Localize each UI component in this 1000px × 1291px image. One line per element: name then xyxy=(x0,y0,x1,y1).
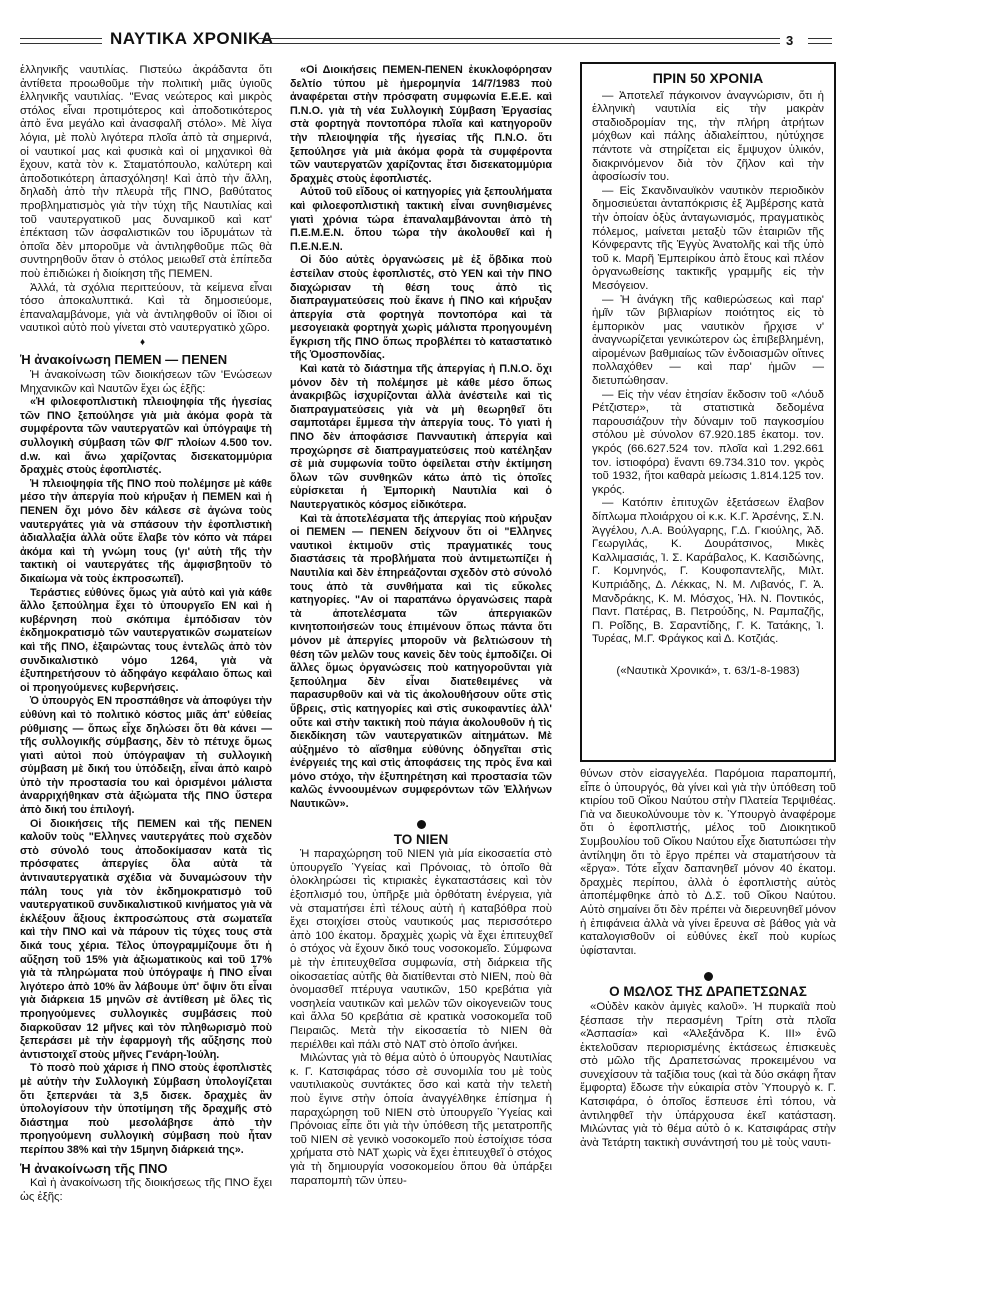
quoted-paragraph: «Οἱ Διοικήσεις ΠΕΜΕΝ-ΠΕΝΕΝ ἐκυκλοφόρησαν δελτίο τύπου μὲ ἡμερομηνία 14/7/1983 ποὺ ἀναφέρεται στὴν πρόσφατη συμφωνία Ε.Ε.Ε. καὶ Π.Ν.Ο. γιὰ τὴ νέα Συλλογικὴ Σύμβαση Ἐργασίας στὰ φορτηγὰ ποντοπόρα πλοῖα καὶ κατηγοροῦν τὴν πλειοψηφία τῆς ἡγεσίας τῆς Π.Ν.Ο. ὅτι ξεπούλησε γιὰ μιὰ ἀκόμα φορὰ τὰ συμφέροντα τῶν ναυτεργατῶν χαρίζοντας ἔτσι δισεκατομμύρια δραχμὲς στοὺς ἐφοπλιστές. xyxy=(290,64,552,185)
article-paragraph: Ἀλλά, τὰ σχόλια περιττεύουν, τὰ κείμενα εἶναι τόσο ἀποκαλυπτικά. Καὶ τὰ δημοσιεύομε, ἐπαναλαμβάνομε, γιὰ νὰ ἀντιληφθοῦν οἱ ἴδιοι οἱ ναυτικοὶ αὐτὸ ποὺ γίνεται στὸ ναυτεργατικὸ χῶρο. xyxy=(20,281,272,335)
box-paragraph: — Ἡ ἀνάγκη τῆς καθιερώσεως καὶ παρ' ἡμῖν τῶν βιβλιαρίων ποιότητος εἰς τὸ ἐμπορικὸν μας ναυτικὸν ἤρχισε ν' ἀναγνωρίζεται γενικώτερον ὡς ἐπιβεβλημένη, αἰρομένων βαθμιαίως τῶν ἐνδοιασμῶν οἵτινες πολλαχόθεν — καὶ παρ' ἡμῶν — διετυπώθησαν. xyxy=(592,293,824,388)
subheading-pemen-penen: Ἡ ἀνακοίνωση ΠΕΜΕΝ — ΠΕΝΕΝ xyxy=(20,352,228,368)
quoted-paragraph: Αὐτοῦ τοῦ εἴδους οἱ κατηγορίες γιὰ ξεπουλήματα καὶ φιλοεφοπλιστικὴ τακτικὴ εἶναι συνηθισμένες γιατὶ χρόνια τώρα ἐπαναλαμβάνονται ἀπὸ τὴ Π.Ε.Μ.Ε.Ν. ὅπου τώρα τὴν ἀκολουθεῖ καὶ ἡ Π.Ε.Ν.Ε.Ν. xyxy=(290,186,552,253)
quoted-paragraph: «Ἡ φιλοεφοπλιστικὴ πλειοψηφία τῆς ἡγεσίας τῶν ΠΝΟ ξεπούλησε γιὰ μιὰ ἀκόμα φορὰ τὰ συμφέροντα τῶν ναυτεργατῶν καὶ ὑπόγραψε τὴ συλλογικὴ σύμβαση τῶν Φ/Γ πλοίων 4.500 τον. d.w. καὶ ἄνω χαρίζοντας δισεκατομμύρια δραχμὲς στοὺς ἐφοπλιστές. xyxy=(20,396,272,477)
subheading-pno: Ἡ ἀνακοίνωση τῆς ΠΝΟ xyxy=(20,1160,168,1176)
quoted-paragraph: Τὸ ποσὸ ποὺ χάρισε ἡ ΠΝΟ στοὺς ἐφοπλιστὲς μὲ αὐτὴν τὴν Συλλογικὴ Σύμβαση ὑπολογίζεται ὅτι ξεπερνάει τὰ 3,5 δισεκ. δραχμὲς ἂν ὑπολογίσουν τὴν ὑποτίμηση τῆς δραχμῆς στὸ διάστημα ποὺ μεσολάβησε ἀπὸ τὴν προηγούμενη συλλογικὴ σύμβαση ποὺ ἦταν περίπου 38% καὶ τὴν 15μηνη διάρκειά της». xyxy=(20,1062,272,1156)
headline-nien: ΤΟ ΝΙΕΝ xyxy=(393,831,449,847)
box-citation: («Ναυτικὰ Χρονικά», τ. 63/1-8-1983) xyxy=(616,664,800,677)
separator-mark: ♦ xyxy=(140,336,146,348)
column-3 xyxy=(580,768,836,1150)
article-paragraph: ἑλληνικῆς ναυτιλίας. Πιστεύω ἀκράδαντα ὅτι ἀντίθετα προωθοῦμε τὴν πολιτικὴ μιᾶς ὑγιοῦς ἑλληνικῆς ναυτιλίας. "Ενας νεώτερος καὶ μικρὸς στόλος εἶναι προτιμότερος καὶ ἀποδοτικότερος ἀπὸ ἕνα μεγάλο καὶ ἀνασφαλῆ στόλο». Μὲ λίγα λόγια, μὲ πολὺ λιγότερα πλοῖα ἀπὸ τὰ σημερινά, οἱ ναυτικοί μας καὶ φυσικὰ καὶ οἱ μηχανικοὶ θὰ ἔχουν, κατὰ τὸν κ. Σταματόπουλο, καλύτερη καὶ ἀποδοτικότερη ἀπασχόληση! Καὶ ἀπὸ τὴν ἄλλη, δηλαδὴ ἀπὸ τὴν πλευρὰ τῆς ΠΝΟ, βαθύτατος προβληματισμὸς γιὰ τὴν τύχη τῆς Ναυτιλίας καὶ τοῦ ναυτεργατικοῦ μας δυναμικοῦ καὶ κατ' ἐπέκταση τῶν ἀσφαλιστικῶν του ἱδρυμάτων τὰ ὁποῖα δὲν μποροῦμε νὰ ἀντιληφθοῦμε πῶς θὰ συντηρηθοῦν ὅταν ὁ στόλος μειωθεῖ στὰ ἐπίπεδα ποὺ ἐπιδιώκει ἡ διοίκηση τῆς ΠΕΜΕΝ. xyxy=(20,64,272,280)
masthead: ΝΑΥΤΙΚΑ ΧΡΟΝΙΚΑ xyxy=(110,29,274,48)
article-paragraph: Ἡ ἀνακοίνωση τῶν διοικήσεων τῶν 'Ενώσεων Μηχανικῶν καὶ Ναυτῶν ἔχει ὡς ἑξῆς: xyxy=(20,369,272,395)
headline-molos-drapetsonas: Ο ΜΩΛΟΣ ΤΗΣ ΔΡΑΠΕΤΣΩΝΑΣ xyxy=(609,984,807,1000)
article-paragraph: Μιλώντας γιὰ τὸ θέμα αὐτὸ ὁ ὑπουργὸς Ναυτιλίας κ. Γ. Κατσιφάρας τόσο σὲ συνομιλία του μὲ τοὺς ναυτιλιακοὺς συντάκτες ὅσο καὶ κατὰ τὴν τελετὴ ποὺ ἔγινε στὴν ὁποία ἀναγγέλθηκε ἐπίσημα ἡ παραχώρηση τοῦ ΝΙΕΝ στὸ ὑπουργεῖο Ὑγείας καὶ Πρόνοιας εἶπε ὅτι γιὰ τὴν ὑπόθεση τῆς μετατροπῆς τοῦ ΝΙΕΝ σὲ γενικὸ νοσοκομεῖο ποὺ ἐστοίχισε τόσα χρήματα στὸ ΝΑΤ χωρὶς νὰ ἔχει ἐπιτευχθεῖ ὁ στόχος γιὰ τὴ δημιουργία νοσοκομείου ὅπου θὰ ὑπάρξει παραπομπὴ τῶν ὑπευ- xyxy=(290,1052,552,1187)
quoted-paragraph: Ὁ ὑπουργὸς ΕΝ προσπάθησε νὰ ἀποφύγει τὴν εὐθύνη καὶ τὸ πολιτικὸ κόστος μιᾶς ἀπ' εὐθείας ρύθμισης — ὅπως εἶχε δηλώσει ὅτι θὰ κάνει — τῆς συλλογικῆς σύμβασης, δὲν τὸ πέτυχε ὅμως γιατὶ αὐτοὶ ποὺ ὑπόγραψαν τὴ συλλογικὴ σύμβαση μὲ δική του ὑπόδειξη, εἶναι ἀπὸ καιρὸ ὑπὸ τὴν προστασία του καὶ ὁρισμένοι μάλιστα ἀναρριχήθηκαν στὰ ἀξιώματα τῆς ΠΝΟ ὕστερα ἀπὸ δική του ἐπιλογή. xyxy=(20,695,272,817)
header-rule-middle xyxy=(258,38,780,44)
article-paragraph: θύνων στὸν εἰσαγγελέα. Παρόμοια παραπομπή, εἶπε ὁ ὑπουργός, θὰ γίνει καὶ γιὰ τὴν ὑπόθεση τοῦ κτιρίου τοῦ Οἴκου Ναύτου στὴν Πλατεία Τερψιθέας. Γιὰ να διευκολύνουμε τὸν κ. Ὑπουργὸ ἀναφέρομε ὅτι ὁ ἐφοπλιστής, μέλος τοῦ Διοικητικοῦ Συμβουλίου τοῦ Οἴκου Ναύτου εἶχε διατυπώσει τὴν ἀντίληψη ὅτι τὸ ἔργο πρέπει νὰ σταματήσουν τὰ «ἔργα». Τότε εἶχαν δαπανηθεῖ μόνον 40 ἑκατομ. δραχμὲς περίπου, ἀλλὰ ὁ ἐφοπλιστὴς αὐτὸς ἀποπέμφθηκε ἀπὸ τὸ Δ.Σ. τοῦ Οἴκου Ναύτου. Αὐτὸ σημαίνει ὅτι δὲν πρέπει νὰ διερευνηθεῖ μόνον ἡ ἐπιφάνεια ἀλλὰ νὰ γίνει ἔρευνα σὲ βάθος γιὰ νὰ καταλογισθοῦν οἱ εὐθύνες ἐκεῖ ποὺ κυρίως ὑφίστανται. xyxy=(580,768,836,957)
quoted-paragraph: Καὶ κατὰ τὸ διάστημα τῆς ἀπεργίας ἡ Π.Ν.Ο. ὄχι μόνον δὲν τὴ πολέμησε μὲ κάθε μέσο ὅπως ἀνακριβῶς ἰσχυρίζονται ἀλλὰ ἀνέστειλε καὶ τὶς διαπραγματεύσεις γιὰ νὰ μὴ θεωρηθεῖ ὅτι σαμποτάρει ἔμμεσα τὴν ἀπεργία τους. Τὸ γιατὶ ἡ ΠΝΟ δὲν ἀποφάσισε Πανναυτικὴ ἀπεργία καὶ προχώρησε σὲ διαπραγματεύσεις ποὺ κατέληξαν σὲ μιὰ συμφωνία τοῦτο ὀφείλεται στὴν ἐκτίμηση ὅλων τῶν συνθηκῶν κάτω ἀπὸ τὶς ὁποῖες εὑρίσκεται ἡ Ἐμπορικὴ Ναυτιλία καὶ ὁ Ναυτεργατικὸς κόσμος εἰδικότερα. xyxy=(290,363,552,511)
article-paragraph: Ἡ παραχώρηση τοῦ ΝΙΕΝ γιὰ μία εἰκοσαετία στὸ ὑπουργεῖο Ὑγείας καὶ Πρόνοιας, τὸ ὁποῖο θὰ ὁλοκληρώσει τὶς κτιριακὲς ἐγκαταστάσεις καὶ τὸν ἐξοπλισμό του, ὑπῆρξε μιὰ ὀρθότατη ἐνέργεια, γιὰ νὰ σταματήσει ἐπὶ τέλους αὐτὴ ἡ καταβόθρα ποὺ ἔχει στοιχίσει στοὺς ναυτικούς μας περισσότερο ἀπὸ 100 ἑκατομ. δραχμὲς χωρὶς νὰ ἔχει ἐπιτευχθεῖ ὁ στόχος νὰ ἔχουν δικό τους νοσοκομεῖο. Σύμφωνα μὲ τὴν ἐπιτευχθεῖσα συμφωνία, στὴ διάρκεια τῆς οἰκοσαετίας αὐτῆς θὰ διατίθενται στὸ ΝΙΕΝ, ποὺ θὰ ὀνομασθεῖ πτέρυγα ναυτικῶν, 150 κρεβάτια γιὰ νοσηλεία ναυτικῶν καὶ μελῶν τῶν οἰκογενειῶν τους καὶ ἄλλα 50 κρεβάτια σὲ κρατικὰ νοσοκομεῖα τοῦ Πειραιῶς. Μετὰ τὴν εἰκοσαετία τὸ ΝΙΕΝ θὰ περιέλθει καὶ πάλι στὸ ΝΑΤ στὸ ὁποῖο ἀνήκει. xyxy=(290,848,552,1051)
box-title: ΠΡΙΝ 50 ΧΡΟΝΙΑ xyxy=(652,70,764,86)
column-1 xyxy=(20,64,272,1204)
bullet-separator xyxy=(704,972,713,981)
box-paragraph: — Κατόπιν ἐπιτυχῶν ἐξετάσεων ἔλαβον δίπλωμα πλοιάρχου οἱ κ.κ. Κ.Γ. Ἀρσένης, Σ.Ν. Ἀγγέλου, Λ.Α. Βούλγαρης, Γ.Δ. Γκιούλης, Ἀδ. Γεωργιλάς, Κ. Δουράτσινος, Μικὲς Καλλιμασιάς, Ἰ. Σ. Καράβαλος, Κ. Κασιδώνης, Γ. Κομνηνός, Γ. Κουφοπαντελῆς, Μιλτ. Κυπριάδης, Δ. Λέκκας, Ν. Μ. Λιβανός, Γ. Ἀ. Μανδράκης, Κ. Μ. Μόσχος, Ἠλ. Ν. Ποντικός, Παντ. Πατέρας, Β. Πετρούδης, Ν. Ραμπαζῆς, Π. Ροΐδης, Β. Σαραντίδης, Γ. Κ. Τατάκης, Ἰ. Τυρέας, Μ.Γ. Φράγκος καὶ Δ. Κοτζιάς. xyxy=(592,497,824,646)
box-paragraph: — Εἰς Σκανδιναυϊκὸν ναυτικὸν περιοδικὸν δημοσιεύεται ἀνταπόκρισις ἐξ Ἀμβέρσης κατὰ τὴν ὁποίαν ὀξὺς ἀνταγωνισμός, πραγματικὸς πόλεμος, μαίνεται μεταξὺ τῶν ἑταιριῶν τῆς Κόνφεραντς τῆς Ἐγγὺς Ἀνατολῆς καὶ τῆς ὑπὸ τοῦ κ. Μαρῆ Ἐμπειρίκου ἀπὸ ἔτους καὶ πλέον ὀργανωθείσης τακτικῆς γραμμῆς εἰς τὴν Μεσόγειον. xyxy=(592,184,824,292)
column-2 xyxy=(290,64,552,1188)
article-paragraph: «Οὐδὲν κακὸν ἀμιγὲς καλοῦ». Ἡ πυρκαϊὰ ποὺ ξέσπασε τὴν περασμένη Τρίτη στὰ πλοῖα «Ἀσπασία» καὶ «Ἀλεξάνδρα Κ. ΙΙΙ» ἐνῶ ἐκτελοῦσαν περιορισμένης ἐκτάσεως ἐπισκευὲς στὸ μῶλο τῆς Δραπετσώνας προκειμένου να συνεχίσουν τὰ ταξίδια τους (καὶ τὰ δύο σκάφη ἦταν ἔμφορτα) ἔδωσε τὴν εὐκαιρία στὸν Ὑπουργὸ κ. Γ. Κατσιφάρα, ὁ ὁποῖος ἔσπευσε ἐπὶ τόπου, νὰ ἀντιληφθεῖ τὴν ὑπάρχουσα ἐκεῖ κατάσταση. Μιλώντας γιὰ τὸ θέμα αὐτὸ ὁ κ. Κατσιφάρας στὴν ἀνὰ Τετάρτη τακτικὴ συνάντησή του μὲ τοὺς ναυτι- xyxy=(580,1000,836,1149)
boxed-feature-50-years xyxy=(580,62,836,762)
box-paragraph: — Ἀποτελεῖ πάγκοινον ἀναγνώρισιν, ὅτι ἡ ἑλληνικὴ ναυτιλία εἰς τὴν μακρὰν σταδιοδρομίαν της, τὴν πλήρη ἀτρήτων μόχθων καὶ πάλης ἀδιαλείπτου, ηὐτύχησε πάντοτε νὰ στηρίζεται εἰς ἔμψυχον ὑλικόν, διακρινόμενον διὰ τὸν ζῆλον καὶ τὴν ἀφοσίωσίν του. xyxy=(592,89,824,184)
quoted-paragraph: Τεράστιες εὐθύνες ὅμως γιὰ αὐτὸ καὶ γιὰ κάθε ἄλλο ξεπούλημα ἔχει τὸ ὑπουργεῖο ΕΝ καὶ ἡ κυβέρνηση ποὺ σκόπιμα ἐμπόδισαν τὸν ἐκδημοκρατισμὸ τῶν ναυτεργατικῶν σωματείων καὶ τῆς ΠΝΟ, ἐξαιρώντας τους ἐντελῶς ἀπὸ τὸν συνδικαλιστικὸ νόμο 1264, γιὰ νὰ ἐξυπηρετήσουν τὸ ἀδηφάγο κεφάλαιο ὅπως καὶ οἱ προηγούμενες κυβερνήσεις. xyxy=(20,586,272,694)
quoted-paragraph: Ἡ πλειοψηφία τῆς ΠΝΟ ποὺ πολέμησε μὲ κάθε μέσο τὴν ἀπεργία ποὺ κήρυξαν ἡ ΠΕΜΕΝ καὶ ἡ ΠΕΝΕΝ ὄχι μόνο δὲν κάλεσε σὲ ἀγώνα τοὺς ναυτεργάτες γιὰ νὰ σπάσουν τὴν ἐφοπλιστικὴ ἀδιαλλαξία ἀλλὰ οὔτε ἔλαβε τὸν κόπο νὰ πάρει ἀκόμα καὶ τὴ γνώμη τους (γι' αὐτὴ τῆς τὴν τακτικὴ οἱ ναυτεργάτες τῆς ἀμφισβητοῦν τὸ δικαίωμα νὰ τοὺς ἐκπροσωπεῖ). xyxy=(20,477,272,585)
quoted-paragraph: Καὶ τὰ ἀποτελέσματα τῆς ἀπεργίας ποὺ κήρυξαν οἱ ΠΕΜΕΝ — ΠΕΝΕΝ δείχνουν ὅτι οἱ "Ελληνες ναυτικοὶ ἐκτιμοῦν στὶς πραγματικές τους διαστάσεις τὰ προβλήματα ποὺ ἀντιμετωπίζει ἡ Ναυτιλία καὶ δὲν ἐπηρεάζονται σχεδὸν στὸ σύνολό τους ἀπὸ τὰ συνθήματα καὶ τὶς εὔκολες κατηγορίες. "Αν οἱ παραπάνω ὀργανώσεις παρὰ τὰ ἀποτελέσματα τῶν ἀπεργιακῶν κινητοποιήσεών τους ἐπιμένουν ὅπως πάντα ὅτι μόνον μὲ ἀπεργίες μποροῦν νὰ βελτιώσουν τὴ θέση τῶν μελῶν τους κανεὶς δὲν τοὺς ἐμποδίζει. Οἱ ἄλλες ὅμως ὀργανώσεις ποὺ κατηγοροῦνται γιὰ ξεπούλημα δὲν εἶναι διατεθειμένες νὰ παρασυρθοῦν καὶ νὰ τὶς ἀκολουθήσουν οὔτε στὶς ὕβρεις, στὶς κατηγορίες καὶ στὶς συκοφαντίες ἀλλ' οὔτε καὶ στὴν τακτικὴ ποὺ πάγια ἀκολουθοῦν ἡ τὶς διεκδίκηση τῶν ναυτεργατικῶν αἰτημάτων. Μὲ αὐξημένο τὸ αἴσθημα εὐθύνης ὁδηγεῖται στὶς ἐνέργειές της καὶ στὶς ἀποφάσεις της πρὸς ἕνα καὶ μόνο στόχο, τὴν ἐξυπηρέτηση καὶ προστασία τῶν καλῶς ἐννοουμένων συμφερόντων τῶν Ἑλλήνων Ναυτικῶν». xyxy=(290,512,552,811)
page-number: 3 xyxy=(786,33,794,48)
box-paragraph: — Εἰς τὴν νέαν ἐτησίαν ἔκδοσιν τοῦ «Λόυδ Ρέτζιστερ», τὰ στατιστικὰ δεδομένα παρουσιάζουν τὴν δύναμιν τοῦ παγκοσμίου στόλου μὲ σύνολον 67.920.185 ἑκατομ. τον. γκρός (66.627.524 τον. πλοῖα καὶ 1.292.661 τον. ἱστιοφόρα) ἔναντι 69.734.310 τον. γκρὸς τοῦ 1932, ἤτοι καθαρὰ μείωσις 1.814.125 τον. γκρός. xyxy=(592,388,824,496)
header-rule-left xyxy=(20,38,102,44)
bullet-separator xyxy=(417,820,426,829)
header-rule-right xyxy=(808,38,832,44)
article-paragraph: Καὶ ἡ ἀνακοίνωση τῆς διοικήσεως τῆς ΠΝΟ ἔχει ὡς ἑξῆς: xyxy=(20,1177,272,1203)
quoted-paragraph: Οἱ δύο αὐτὲς ὀργανώσεις μὲ ἐξ ὄβδικα ποὺ ἐστείλαν στοὺς ἐφοπλιστές, στὸ ΥΕΝ καὶ τὴν ΠΝΟ διαχώρισαν τὴ θέση τους ἀπὸ τὶς διαπραγματεύσεις ποὺ ἔκανε ἡ ΠΝΟ καὶ κήρυξαν ἀπεργία στὰ φορτηγὰ ποντοπόρα καὶ τὰ μεσογειακὰ φορτηγὰ χωρὶς μάλιστα προηγουμένη ἔγκριση τῆς ΠΝΟ ὅπως προβλέπει τὸ καταστατικὸ τῆς Ὁμοσπονδίας. xyxy=(290,254,552,362)
quoted-paragraph: Οἱ διοικήσεις τῆς ΠΕΜΕΝ καὶ τῆς ΠΕΝΕΝ καλοῦν τοὺς "Ελληνες ναυτεργάτες ποὺ σχεδὸν στὸ σύνολό τους ἀποδοκίμασαν κατὰ τὶς πρόσφατες ἀπεργίες ὅλα αὐτὰ τὰ ἀντιναυτεργατικὰ σχέδια νὰ δυναμώσουν τὴν πάλη τους γιὰ τὸν ἐκδημοκρατισμὸ τοῦ ναυτεργατικοῦ συνδικαλιστικοῦ κινήματος γιὰ νὰ ἐκλέξουν ἄξιους ἐκπροσώπους στὰ σωματεῖα καὶ τὴν ΠΝΟ καὶ νὰ πάρουν τὶς τύχες τους στὰ δικά τους χέρια. Τέλος ὑπογραμμίζουμε ὅτι ἡ αὔξηση τοῦ 15% γιὰ ἀξιωματικοὺς καὶ τοῦ 17% γιὰ τὰ πληρώματα ποὺ ὑπόγραψε ἡ ΠΝΟ εἶναι λιγότερο ἀπὸ 10% ἂν λάβουμε ὑπ' ὄψιν ὅτι εἶναι γιὰ διάρκεια 15 μηνῶν σὲ ἀντίθεση μὲ ὅλες τὶς προηγούμενες συλλογικὲς συμβάσεις ποὺ διαρκοῦσαν 12 μῆνες καὶ τὸν πληθωρισμὸ ποὺ ξεπεράσει μὲ τὴν ἐφαρμογὴ τῆς αὔξησης ποὺ ἀντιστοιχεῖ στοὺς μῆνες Γενάρη-Ἰούλη. xyxy=(20,817,272,1061)
